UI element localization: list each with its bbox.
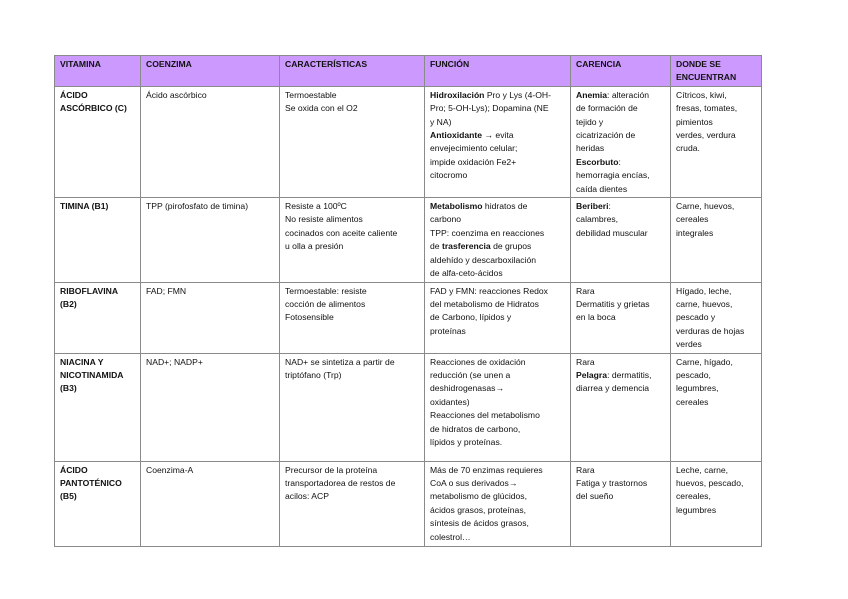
text-segment: de Carbono, lípidos y — [430, 312, 512, 323]
cell-line — [576, 477, 666, 490]
text-segment: caída dientes — [576, 183, 628, 194]
cell-line — [430, 436, 566, 449]
text-segment: deshidrogenasas→ — [430, 383, 505, 394]
cell-coenzima — [141, 86, 280, 197]
text-segment: cicatrización de — [576, 130, 636, 141]
bold-term: Antioxidante — [430, 130, 483, 141]
cell-coenzima — [141, 353, 280, 461]
vitamins-table — [54, 55, 762, 547]
header-funcion: FUNCIÓN — [425, 56, 571, 87]
bold-term: Anemia — [576, 89, 608, 100]
cell-line — [576, 311, 666, 324]
cell-line — [430, 409, 566, 422]
text-segment: del metabolismo de Hidratos — [430, 298, 539, 309]
header-donde: DONDE SE ENCUENTRAN — [671, 56, 762, 87]
cell-line: Carne, hígado, — [676, 356, 733, 367]
text-segment: envejecimiento celular; — [430, 143, 518, 154]
bold-term: Pelagra — [576, 369, 608, 380]
text-segment: proteínas — [430, 325, 466, 336]
text-segment: Reacciones del metabolismo — [430, 410, 540, 421]
cell-line — [430, 102, 566, 115]
cell-line: pescado, — [676, 369, 711, 380]
text-segment: → evita — [482, 130, 514, 141]
header-carencia: CARENCIA — [571, 56, 671, 87]
vitamins-table-container — [54, 55, 762, 547]
header-vitamina: VITAMINA — [55, 56, 141, 87]
text-segment: aldehído y descarboxilación — [430, 254, 537, 265]
cell-line — [430, 285, 566, 298]
cell-caracteristicas — [280, 198, 425, 282]
cell-line — [430, 531, 566, 544]
cell-vitamina — [55, 353, 141, 461]
cell-line — [576, 356, 666, 369]
cell-line — [430, 200, 566, 213]
text-segment: : — [618, 156, 621, 167]
text-segment: Dermatitis y grietas — [576, 298, 650, 309]
cell-line — [430, 240, 566, 253]
cell-donde — [671, 353, 762, 461]
text-segment: FAD y FMN: reacciones Redox — [430, 285, 548, 296]
cell-line — [576, 298, 666, 311]
cell-donde — [671, 86, 762, 197]
cell-line — [430, 311, 566, 324]
text-segment: debilidad muscular — [576, 227, 648, 238]
text-segment: diarrea y demencia — [576, 383, 650, 394]
cell-line: Precursor de la proteína — [285, 464, 378, 475]
text-segment: Pro y Lys (4-OH- — [484, 89, 551, 100]
cell-line — [576, 227, 666, 240]
cell-line: pescado y — [676, 312, 716, 323]
cell-line: NAD+; NADP+ — [146, 356, 203, 367]
cell-line — [576, 183, 666, 196]
text-segment: metabolismo de glúcidos, — [430, 491, 527, 502]
text-segment: de formación de — [576, 103, 638, 114]
cell-line: NICOTINAMIDA — [60, 369, 124, 380]
bold-term: Escorbuto — [576, 156, 619, 167]
text-segment: carbono — [430, 214, 462, 225]
cell-line — [430, 490, 566, 503]
text-segment: oxidantes) — [430, 396, 470, 407]
text-segment: impide oxidación Fe2+ — [430, 156, 517, 167]
cell-line: Coenzima-A — [146, 464, 194, 475]
cell-line: ÁCIDO — [60, 464, 88, 475]
cell-line — [430, 254, 566, 267]
text-segment: hidratos de — [482, 201, 528, 212]
cell-line — [430, 504, 566, 517]
cell-line — [430, 116, 566, 129]
cell-caracteristicas — [280, 353, 425, 461]
cell-line — [430, 213, 566, 226]
cell-line: transportadorea de restos de — [285, 477, 396, 488]
cell-line: verdes — [676, 339, 702, 350]
cell-line: No resiste alimentos — [285, 214, 363, 225]
cell-line — [576, 382, 666, 395]
text-segment: de grupos — [490, 241, 532, 252]
cell-line — [576, 89, 666, 102]
cell-line: NIACINA Y — [60, 356, 104, 367]
cell-line: cruda. — [676, 143, 700, 154]
cell-line: Fotosensible — [285, 312, 334, 323]
cell-line — [576, 369, 666, 382]
cell-line — [576, 129, 666, 142]
cell-line — [430, 464, 566, 477]
text-segment: tejido y — [576, 116, 604, 127]
cell-carencia — [571, 86, 671, 197]
cell-line: integrales — [676, 227, 714, 238]
cell-line — [430, 298, 566, 311]
cell-line: TIMINA (B1) — [60, 201, 109, 212]
cell-line — [430, 169, 566, 182]
cell-line — [576, 464, 666, 477]
cell-donde — [671, 461, 762, 546]
text-segment: Reacciones de oxidación — [430, 356, 526, 367]
header-coenzima: COENZIMA — [141, 56, 280, 87]
cell-line — [430, 382, 566, 395]
text-segment: : — [608, 201, 611, 212]
cell-line: ÁCIDO — [60, 89, 88, 100]
cell-funcion — [425, 282, 571, 353]
cell-vitamina — [55, 198, 141, 282]
cell-line: (B2) — [60, 298, 77, 309]
text-segment: : dermatitis, — [607, 369, 652, 380]
cell-line: verduras de hojas — [676, 325, 745, 336]
text-segment: Rara — [576, 285, 595, 296]
text-segment: del sueño — [576, 491, 614, 502]
bold-term: Metabolismo — [430, 201, 483, 212]
cell-carencia — [571, 198, 671, 282]
cell-line — [430, 356, 566, 369]
cell-line — [430, 156, 566, 169]
cell-coenzima — [141, 461, 280, 546]
text-segment: Rara — [576, 356, 595, 367]
cell-line — [576, 213, 666, 226]
table-row — [55, 198, 762, 282]
cell-funcion — [425, 198, 571, 282]
text-segment: síntesis de ácidos grasos, — [430, 518, 529, 529]
cell-line: u olla a presión — [285, 241, 344, 252]
cell-vitamina — [55, 461, 141, 546]
cell-line: fresas, tomates, — [676, 103, 738, 114]
cell-vitamina — [55, 86, 141, 197]
cell-coenzima — [141, 282, 280, 353]
cell-caracteristicas — [280, 86, 425, 197]
cell-donde — [671, 282, 762, 353]
cell-line — [576, 490, 666, 503]
cell-line: TPP (pirofosfato de timina) — [146, 201, 249, 212]
cell-caracteristicas — [280, 282, 425, 353]
bold-term: trasferencia — [441, 241, 491, 252]
text-segment: CoA o sus derivados→ — [430, 477, 518, 488]
cell-line: ASCÓRBICO (C) — [60, 103, 127, 114]
bold-term: Hidroxilación — [430, 89, 485, 100]
cell-vitamina — [55, 282, 141, 353]
table-row — [55, 353, 762, 461]
cell-line: cereales — [676, 396, 709, 407]
text-segment: Pro; 5-OH-Lys); Dopamina (NE — [430, 103, 549, 114]
cell-line — [430, 227, 566, 240]
cell-line: legumbres — [676, 504, 717, 515]
cell-line: Leche, carne, — [676, 464, 729, 475]
header-row — [55, 56, 762, 87]
cell-carencia — [571, 461, 671, 546]
cell-line — [576, 285, 666, 298]
text-segment: citocromo — [430, 170, 468, 181]
cell-line: cereales, — [676, 491, 711, 502]
text-segment: ácidos grasos, proteínas, — [430, 504, 527, 515]
cell-line: Resiste a 100ºC — [285, 201, 347, 212]
cell-line: acilos: ACP — [285, 491, 329, 502]
cell-carencia — [571, 353, 671, 461]
bold-term: Beriberi — [576, 201, 609, 212]
cell-line — [576, 142, 666, 155]
text-segment: reducción (se unen a — [430, 369, 511, 380]
cell-line — [430, 129, 566, 142]
cell-line: Se oxida con el O2 — [285, 103, 358, 114]
cell-line — [430, 477, 566, 490]
text-segment: de alfa-ceto-ácidos — [430, 268, 503, 279]
cell-line: cocinados con aceite caliente — [285, 227, 398, 238]
cell-line — [430, 89, 566, 102]
text-segment: calambres, — [576, 214, 619, 225]
cell-line: Termoestable: resiste — [285, 285, 367, 296]
cell-line — [430, 423, 566, 436]
text-segment: hemorragia encías, — [576, 170, 650, 181]
cell-line: RIBOFLAVINA — [60, 285, 119, 296]
cell-line: carne, huevos, — [676, 298, 733, 309]
cell-line — [430, 396, 566, 409]
cell-coenzima — [141, 198, 280, 282]
cell-line — [576, 156, 666, 169]
text-segment: lípidos y proteínas. — [430, 436, 503, 447]
cell-line — [576, 169, 666, 182]
cell-line: cocción de alimentos — [285, 298, 366, 309]
cell-line: huevos, pescado, — [676, 477, 744, 488]
cell-line: Hígado, leche, — [676, 285, 732, 296]
text-segment: heridas — [576, 143, 605, 154]
cell-line — [430, 517, 566, 530]
cell-line — [576, 200, 666, 213]
cell-line: (B5) — [60, 491, 77, 502]
cell-line: cereales — [676, 214, 709, 225]
cell-line: FAD; FMN — [146, 285, 187, 296]
table-row — [55, 282, 762, 353]
text-segment: TPP: coenzima en reacciones — [430, 227, 545, 238]
cell-line: Ácido ascórbico — [146, 89, 207, 100]
cell-line: (B3) — [60, 383, 77, 394]
cell-caracteristicas — [280, 461, 425, 546]
text-segment: : alteración — [607, 89, 650, 100]
cell-carencia — [571, 282, 671, 353]
text-segment: y NA) — [430, 116, 452, 127]
cell-donde — [671, 198, 762, 282]
table-row — [55, 461, 762, 546]
cell-line: Carne, huevos, — [676, 201, 735, 212]
text-segment: de — [430, 241, 442, 252]
text-segment: Fatiga y trastornos — [576, 477, 648, 488]
cell-line: verdes, verdura — [676, 130, 736, 141]
cell-funcion — [425, 461, 571, 546]
text-segment: en la boca — [576, 312, 616, 323]
text-segment: Rara — [576, 464, 595, 475]
cell-line — [576, 102, 666, 115]
text-segment: de hidratos de carbono, — [430, 423, 521, 434]
cell-line — [430, 142, 566, 155]
text-segment: colestrol… — [430, 531, 471, 542]
text-segment: Más de 70 enzimas requieres — [430, 464, 543, 475]
header-caracteristicas: CARACTERÍSTICAS — [280, 56, 425, 87]
cell-line — [576, 116, 666, 129]
cell-line: pimientos — [676, 116, 713, 127]
cell-line: Termoestable — [285, 89, 337, 100]
cell-line: Cítricos, kiwi, — [676, 89, 727, 100]
cell-line — [430, 369, 566, 382]
cell-line — [430, 267, 566, 280]
cell-line — [430, 325, 566, 338]
cell-line: NAD+ se sintetiza a partir de — [285, 356, 395, 367]
cell-funcion — [425, 353, 571, 461]
cell-line: legumbres, — [676, 383, 719, 394]
cell-funcion — [425, 86, 571, 197]
table-row — [55, 86, 762, 197]
cell-line: PANTOTÉNICO — [60, 477, 122, 488]
cell-line: triptófano (Trp) — [285, 369, 342, 380]
